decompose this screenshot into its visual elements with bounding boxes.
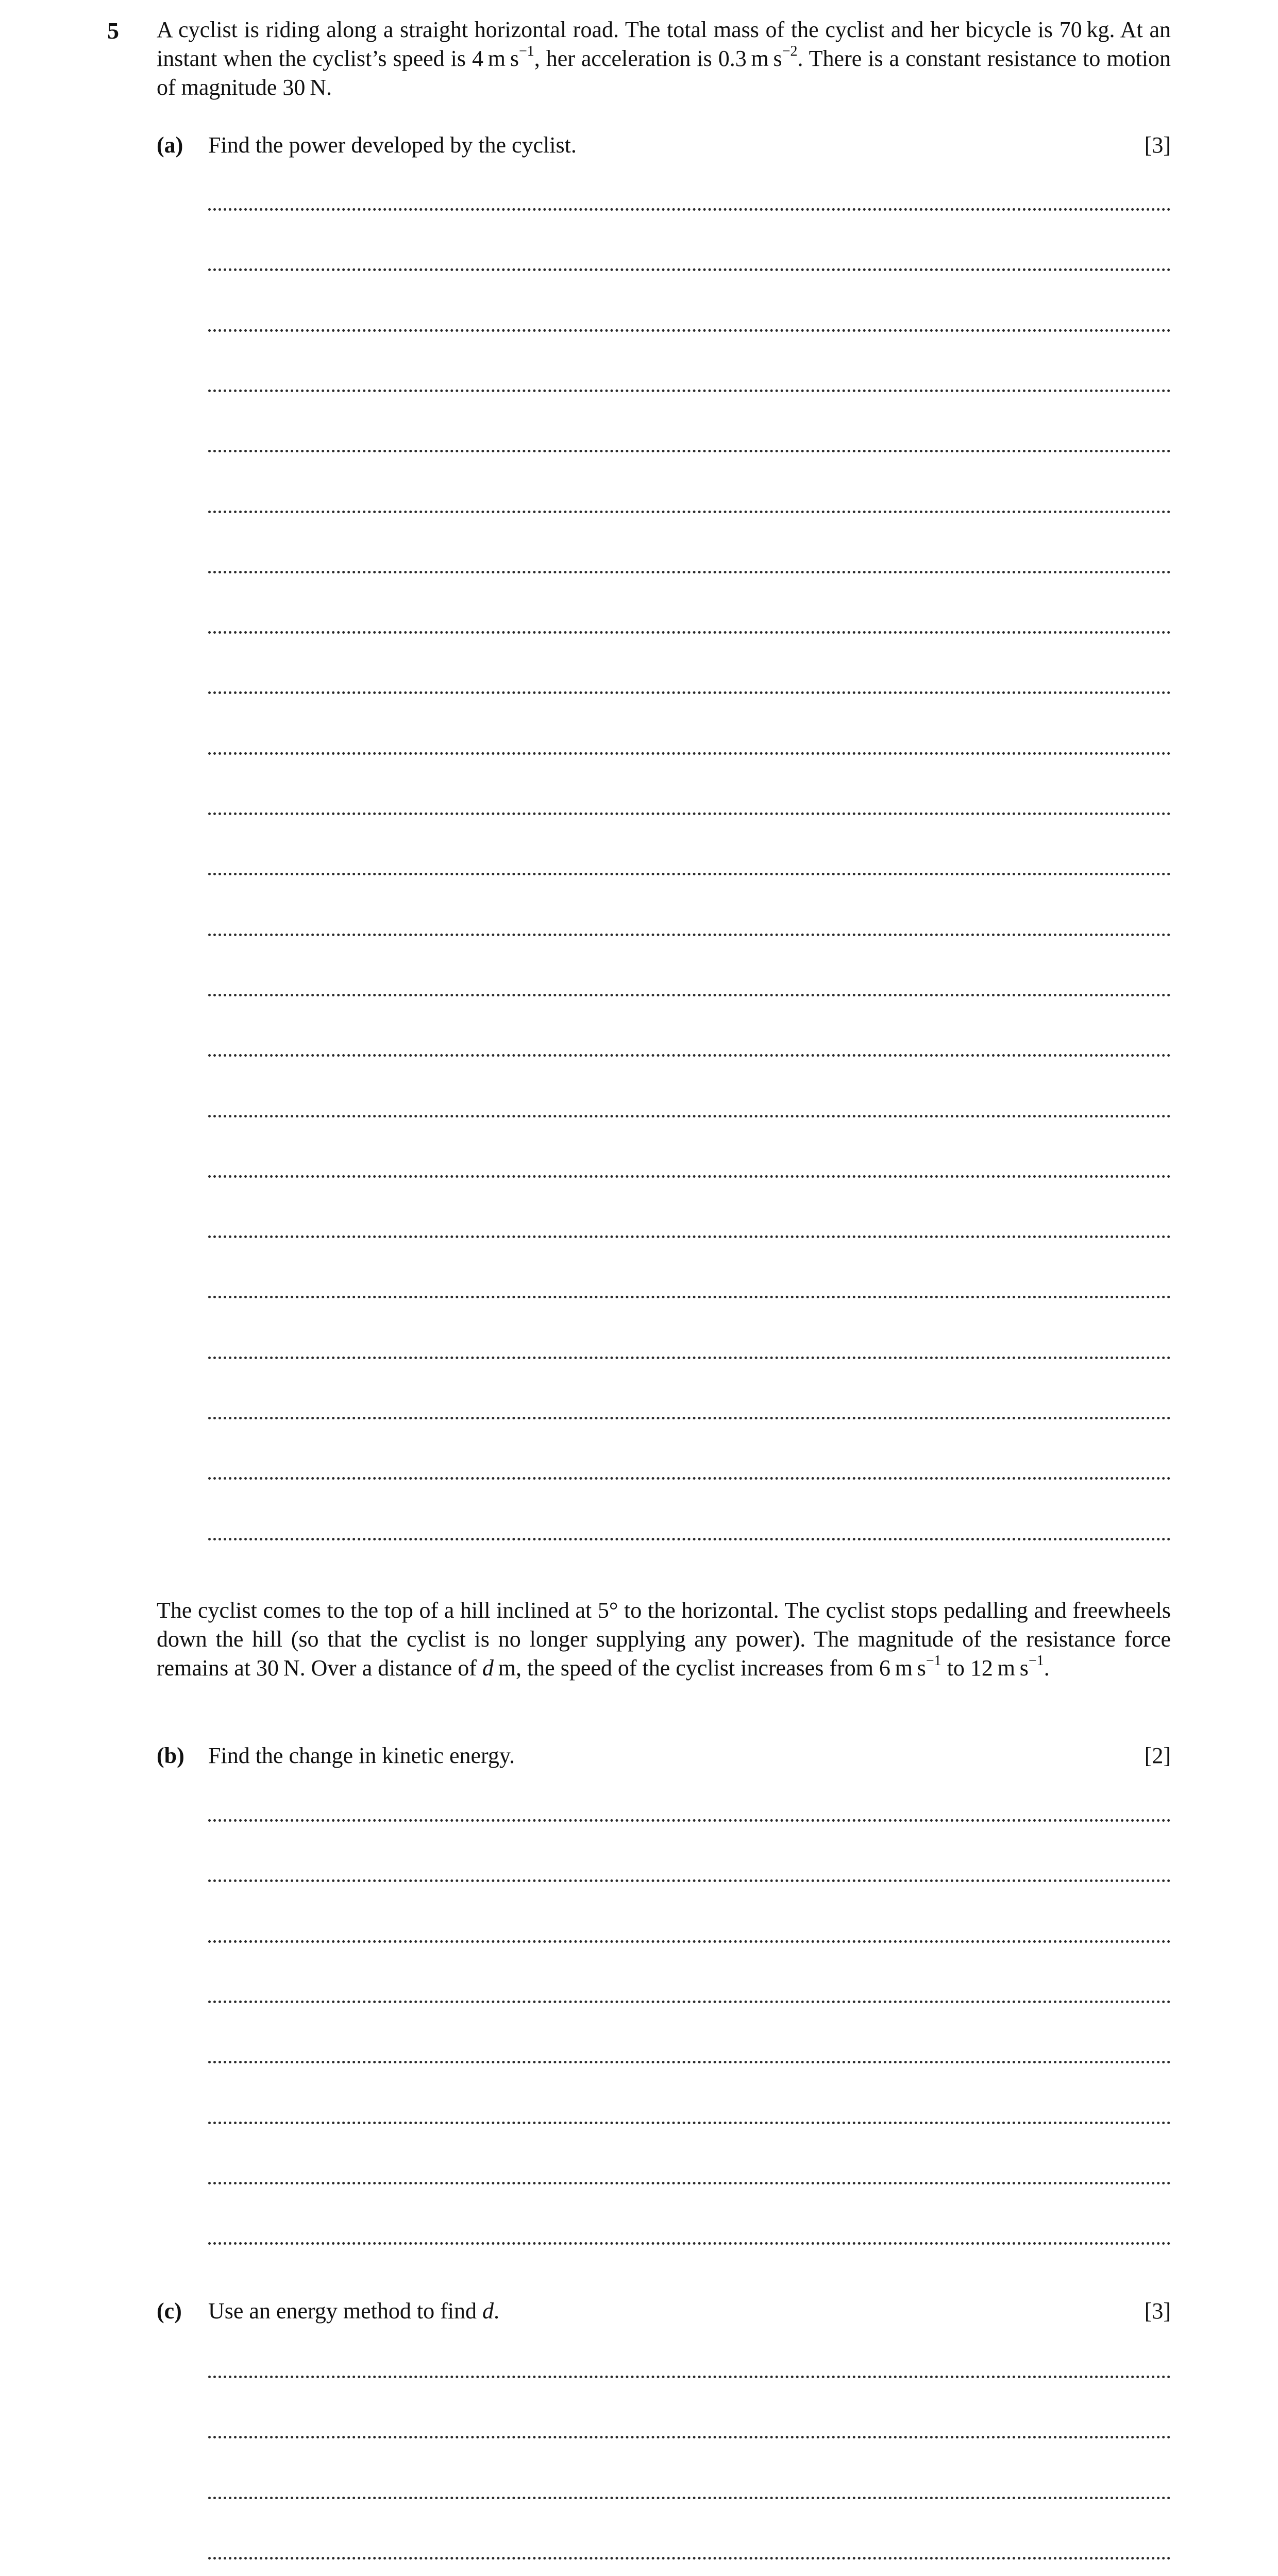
answer-line[interactable] (208, 934, 1171, 936)
answer-line[interactable] (208, 1296, 1171, 1298)
part-a-label: (a) (157, 132, 183, 158)
exponent: −1 (926, 1653, 941, 1669)
answer-line[interactable] (208, 691, 1171, 694)
answer-line[interactable] (208, 2436, 1171, 2438)
answer-line[interactable] (208, 994, 1171, 996)
answer-line[interactable] (208, 511, 1171, 513)
part-a-prompt: Find the power developed by the cyclist. (208, 132, 577, 158)
answer-line[interactable] (208, 1879, 1171, 1882)
intro-text-3: . There is a constant resistance to motion of magnitude 30 N. (157, 46, 1171, 100)
intro2-text-4: . (1044, 1655, 1050, 1681)
exponent: −1 (518, 43, 534, 60)
answer-line[interactable] (208, 1115, 1171, 1117)
answer-line[interactable] (208, 2001, 1171, 2003)
part-b-label: (b) (157, 1743, 184, 1768)
answer-line[interactable] (208, 1357, 1171, 1359)
part-a-header (157, 130, 1171, 161)
part-b-header (157, 1740, 1171, 1771)
answer-line[interactable] (208, 1175, 1171, 1178)
answer-line[interactable] (208, 208, 1171, 211)
question-intro-2 (157, 1596, 1171, 1683)
variable-d: d (482, 1655, 494, 1681)
answer-line[interactable] (208, 1417, 1171, 1419)
answer-line[interactable] (208, 1477, 1171, 1480)
answer-line[interactable] (208, 268, 1171, 271)
answer-line[interactable] (208, 1054, 1171, 1057)
answer-line[interactable] (208, 1940, 1171, 1943)
answer-line[interactable] (208, 2061, 1171, 2063)
part-c-prompt-text: Use an energy method to find (208, 2298, 482, 2324)
part-c-prompt-end: . (493, 2298, 499, 2324)
answer-line[interactable] (208, 1235, 1171, 1238)
answer-line[interactable] (208, 450, 1171, 452)
exponent: −2 (782, 43, 798, 60)
question-number: 5 (107, 18, 119, 44)
answer-line[interactable] (208, 1819, 1171, 1822)
answer-line[interactable] (208, 873, 1171, 875)
answer-line[interactable] (208, 812, 1171, 815)
answer-line[interactable] (208, 2122, 1171, 2124)
answer-line[interactable] (208, 571, 1171, 573)
intro2-text-2: m, the speed of the cyclist increases from 6 m s (493, 1655, 926, 1681)
exponent: −1 (1028, 1653, 1044, 1669)
answer-line[interactable] (208, 752, 1171, 755)
part-c-label: (c) (157, 2298, 182, 2324)
question-intro (157, 15, 1171, 102)
answer-line[interactable] (208, 2376, 1171, 2378)
answer-line[interactable] (208, 329, 1171, 332)
intro-text-1: A cyclist is riding along a straight horizontal road. The total mass of the cyclist and her bicycle is 70 kg. At an instant when the cyclist’s speed is 4 m s (157, 17, 1171, 71)
answer-line[interactable] (208, 2182, 1171, 2184)
answer-line[interactable] (208, 2497, 1171, 2499)
intro2-text-3: to 12 m s (941, 1655, 1029, 1681)
part-b-marks: [2] (1144, 1743, 1171, 1768)
answer-line[interactable] (208, 2242, 1171, 2245)
answer-line[interactable] (208, 389, 1171, 392)
part-c-header (157, 2296, 1171, 2327)
part-b-prompt: Find the change in kinetic energy. (208, 1743, 515, 1768)
intro2-text-1: The cyclist comes to the top of a hill inclined at 5° to the horizontal. The cyclist stops pedalling and freewheels down the hill (so that the cyclist is no longer supplying any power). The magnitude of the resistance force remains at 30 N. Over a distance of (157, 1598, 1171, 1681)
answer-line[interactable] (208, 1538, 1171, 1540)
variable-d: d (482, 2298, 494, 2324)
part-a-marks: [3] (1144, 132, 1171, 158)
part-c-prompt (208, 2296, 499, 2327)
part-c-marks: [3] (1144, 2298, 1171, 2324)
answer-line[interactable] (208, 631, 1171, 634)
intro-text-2: , her acceleration is 0.3 m s (534, 46, 782, 71)
answer-line[interactable] (208, 2557, 1171, 2560)
